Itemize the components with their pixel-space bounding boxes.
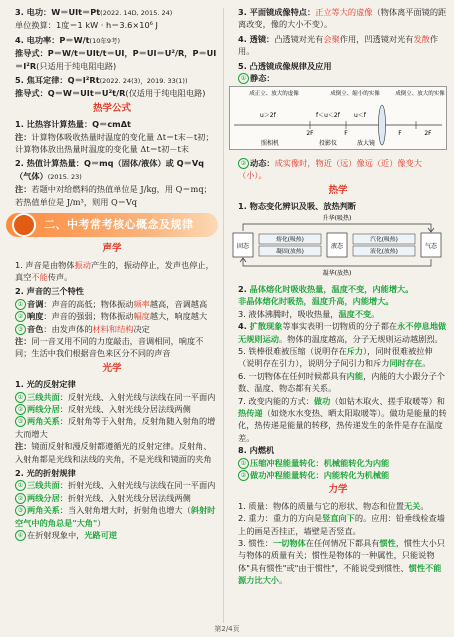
item-electric-work: 3. 电功：W＝UIt＝Pt(2022. 14D, 2015. 24)	[15, 7, 173, 17]
refraction-coplanar: ① 三线共面：折射光线、入射光线与法线在同一平面内	[6, 479, 218, 491]
item-change-energy: 7. 改变内能的方式：做功（如钻木取火、搓手取暖等）和热传递（如烧水水变热、晒太阳取暖等）。做功是能量的转化，热传递是能量的转移，热传递发生的条件是存在温度差。	[238, 395, 447, 443]
note-specific-heat: 注：计算物体吸收热量时温度的变化量 Δt＝t末－t初；计算物体放出热量时温度的变化量 Δt＝t初－t末	[15, 131, 214, 155]
svg-text:熔化(吸热): 熔化(吸热)	[276, 237, 304, 244]
item-electric-power: 4. 电功率：P＝W/t(10年9考)	[15, 34, 121, 45]
feature-timbre: ③ 音色：由发声体的材料和结构决定	[6, 323, 218, 335]
item-internal-energy: 6. 一切物体在任何时候都具有内能，内能的大小跟分子个数、温度、物态都有关系。	[238, 370, 445, 394]
left-column	[6, 0, 218, 541]
item-mass: 1. 质量：物体的质量与它的形状、物态和位置无关。	[238, 500, 429, 511]
power-derivation: 推导式：P＝W/t＝UIt/t＝UI，P＝UI＝U²/R，P＝UI＝I²R(只适用于纯电阻电路)	[15, 48, 217, 71]
item-joule-law: 5. 焦耳定律：Q＝I²Rt(2022. 24(3)，2019. 33(1))	[15, 75, 188, 86]
label-enlarged-image: 成倒立、放大的实像	[395, 91, 445, 98]
item-sound-source: 1. 声音是由物体振动产生的，振动停止，发声也停止，真空不能传声。	[15, 259, 214, 282]
feature-pitch: ① 音调：声音的高低；物体振动频率越高，音调越高	[6, 298, 218, 310]
acoustics-heading: 声学	[102, 243, 122, 255]
label-projector: 投影仪	[318, 140, 338, 148]
convex-lens-shape	[379, 105, 386, 145]
item-crystal-melting: 2. 晶体熔化时吸收热量，温度不变，内能增大。	[238, 283, 414, 294]
phase-change-diagram	[229, 213, 445, 277]
note-reflection: 注：镜面反射和漫反射都遵循光的反射定律。反射角、入射角都是光线和法线的夹角，不是光线和镜面的夹角	[15, 441, 212, 464]
reflection-coplanar: ① 三线共面：反射光线、入射光线与法线在同一平面内	[6, 391, 218, 403]
label-magnifier: 放大镜	[356, 140, 376, 148]
svg-text:F: F	[344, 130, 348, 138]
note-heat-value: 注：若题中对给燃料的热值单位是 J/kg，用 Q＝mq；若热值单位是 J/m³，则用 Q＝Vq	[15, 184, 212, 207]
item-specific-heat: 1. 比热容计算热量：Q＝cmΔt	[15, 119, 131, 130]
optics-heading: 光学	[102, 362, 122, 374]
page-number: 第2/4页	[214, 625, 240, 633]
right-column	[229, 0, 447, 587]
svg-text:u＞2f: u＞2f	[260, 112, 276, 120]
svg-text:F: F	[398, 130, 402, 138]
amorphous-melting: 非晶体熔化时吸热，温度升高，内能增大。	[238, 296, 394, 307]
svg-text:气态: 气态	[424, 243, 438, 251]
banner-badge-icon	[12, 213, 36, 237]
svg-text:凝固(放热): 凝固(放热)	[276, 249, 304, 256]
svg-text:液化(放热): 液化(放热)	[370, 249, 398, 256]
engine-compression: ① 压缩冲程能量转化：机械能转化为内能	[229, 457, 447, 469]
note-sound: 注：同一音叉用不同的力度敲击，音调相同，响度不同；生活中我们根据音色来区分不同的声音	[15, 335, 204, 359]
reflection-sides: ② 两线分居：反射光线、入射光线分居法线两侧	[6, 403, 218, 415]
svg-text:u＜f: u＜f	[354, 112, 366, 120]
item-lens: 4. 透镜：凸透镜对光有会聚作用，凹透镜对光有发散作用。	[238, 33, 439, 57]
item-refraction-law: 2. 光的折射规律	[15, 468, 76, 478]
refraction-angles: ③ 两角关系：当入射角增大时，折射角也增大（斜射时空气中的角总是"大角"）	[15, 505, 216, 528]
lens-imaging-diagram	[229, 86, 447, 150]
svg-text:升华(吸热): 升华(吸热)	[322, 215, 352, 223]
item-plane-mirror: 3. 平面镜成像特点：正立等大的虚像（物体离平面镜的距离改变，像的大小不变）。	[238, 7, 447, 30]
label-reduced-image: 成倒立、缩小的实像	[330, 91, 380, 98]
svg-text:2F: 2F	[306, 130, 314, 138]
thermo-heading: 热学	[328, 184, 348, 196]
mechanics-heading: 力学	[328, 484, 348, 496]
unit-conversion: 单位换算：1度＝1 kW · h＝3.6×10⁶ J	[15, 20, 158, 31]
column-divider	[223, 8, 224, 623]
svg-text:凝华(放热): 凝华(放热)	[322, 270, 352, 278]
svg-text:固态: 固态	[236, 243, 250, 251]
svg-text:f＜u＜2f: f＜u＜2f	[316, 112, 340, 120]
item-convex-lens: 5. 凸透镜成像规律及应用	[238, 60, 332, 71]
svg-text:液态: 液态	[330, 243, 344, 251]
label-camera: 照相机	[260, 140, 280, 148]
feature-loudness: ② 响度：声音的强弱；物体振动幅度越大，响度越大	[6, 310, 218, 322]
item-phase-change: 1. 物态变化辨识及吸、放热判断	[238, 201, 357, 212]
item-sound-features: 2. 声音的三个特性	[15, 286, 84, 297]
section-banner: 二、中考常考核心概念及规律	[6, 213, 218, 237]
lens-dynamic: ② 动态：成实像时，物近（远）像远（近）像变大（小）。	[238, 157, 422, 181]
lens-static-label: ① 静态：	[229, 72, 447, 84]
heat-formula-heading: 热学公式	[92, 102, 131, 114]
item-heat-value: 2. 热值计算热量：Q＝mq（固体/液体）或 Q＝Vq（气体）(2015. 23)	[15, 158, 205, 181]
refraction-sides: ② 两线分居：折射光线、入射光线分居法线两侧	[6, 492, 218, 504]
engine-power-stroke: ② 做功冲程能量转化：内能转化为机械能	[229, 469, 447, 481]
item-reflection-law: 1. 光的反射定律	[15, 379, 76, 390]
svg-text:2F: 2F	[424, 130, 432, 138]
item-boiling: 3. 液体沸腾时，吸收热量，温度不变。	[238, 308, 380, 319]
svg-text:汽化(吸热): 汽化(吸热)	[370, 237, 398, 244]
item-molecular-force: 5. 铁棒很难被压缩（说明存在斥力），同时很难被拉伸（说明存在引力），说明分子间引力和斥力同时存在。	[238, 345, 433, 369]
reflection-angles: ③ 两角关系：反射角等于入射角，反射角随入射角的增大而增大	[15, 416, 216, 439]
joule-derivation: 推导式：Q＝W＝UIt＝U²t/R(仅适用于纯电阻电路)	[15, 88, 206, 99]
item-inertia: 3. 惯性：一切物体在任何情况下都具有惯性，惯性大小只与物体的质量有关；惯性是物体的一种属性，只能说物体"具有惯性"或"由于惯性"，不能说受到惯性、惯性不能源力比大小。	[238, 538, 445, 586]
item-gravity: 2. 重力：重力的方向是竖直向下的。应用：铅垂线检查墙上的画是否挂正，墙壁是否竖直。	[238, 513, 445, 536]
refraction-reversible: ④ 在折射现象中，光路可逆	[6, 529, 218, 541]
label-virtual-image: 成正立、放大的虚像	[249, 91, 299, 98]
item-engine: 8. 内燃机	[238, 445, 275, 456]
item-diffusion: 4. 扩散现象等事实表明一切物质的分子都在永不停息地做无规则运动。物体的温度越高，分子无规则运动越剧烈。	[238, 321, 447, 344]
